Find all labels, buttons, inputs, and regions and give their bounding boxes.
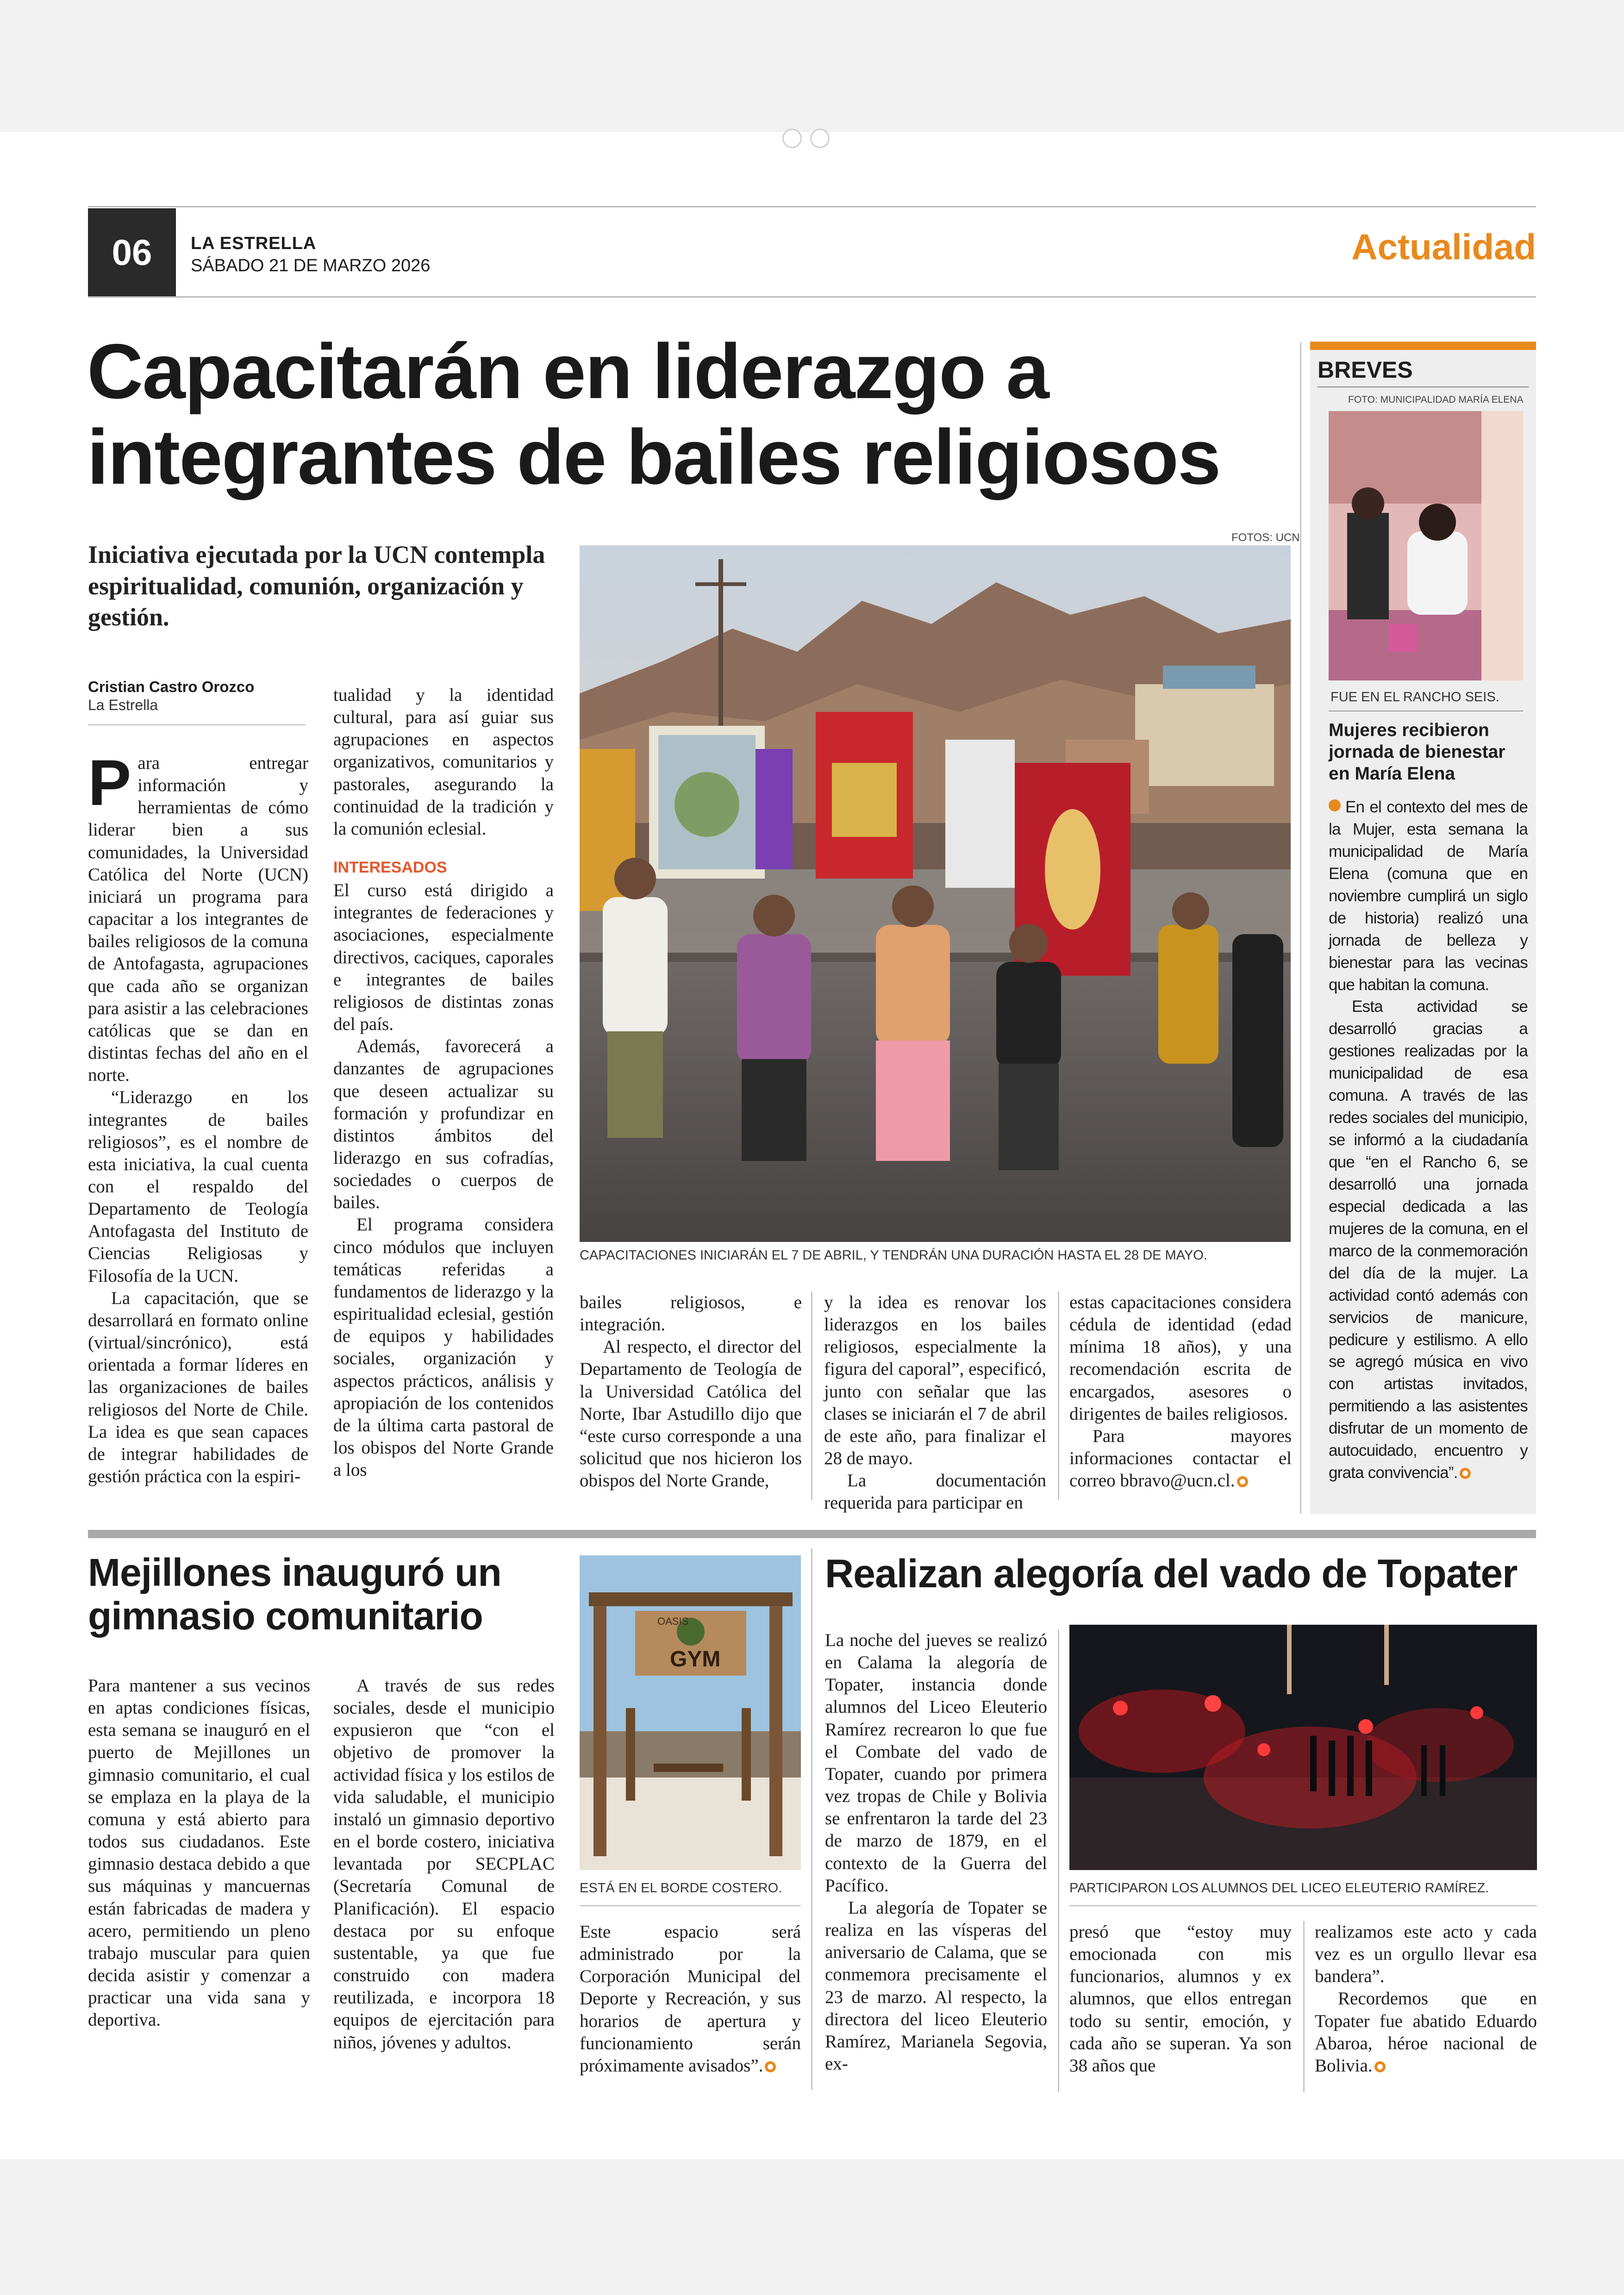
topater-photo	[1069, 1625, 1537, 1870]
procession-illustration	[580, 545, 1291, 1242]
main-article-column-5	[1069, 1291, 1292, 1492]
sidebar-photo-caption: FUE EN EL RANCHO SEIS.	[1330, 690, 1499, 705]
gym-illustration	[580, 1555, 801, 1870]
column-divider	[1300, 343, 1301, 1514]
column-divider	[811, 1291, 812, 1500]
topater-headline: Realizan alegoría del vado de Topater	[825, 1552, 1518, 1596]
main-photo-caption: CAPACITACIONES INICIARÁN EL 7 DE ABRIL, Y TENDRÁN UNA DURACIÓN HASTA EL 28 DE MAYO.	[580, 1248, 1207, 1263]
next-page-dot[interactable]	[810, 129, 830, 148]
main-col2-paragraph-3: Además, favorecerá a danzantes de agrupaciones que deseen actualizar su formación y profundizar en distintos ámbitos del liderazgo en sus cofradías, sociedades o cuerpos de bailes.	[333, 1036, 554, 1213]
sidebar-headline: Mujeres recibieron jornada de bienestar en María Elena	[1329, 720, 1505, 784]
main-col1-paragraph-3: La capacitación, que se desarrollará en formato online (virtual/sincrónico), está orientada a formar líderes en las organizaciones de bailes religiosos del Norte de Chile. La idea es que sean capaces de integrar habilidades de gestión práctica con la espiri-	[88, 1288, 308, 1486]
header-bottom-rule	[88, 296, 1536, 298]
end-mark-icon	[1237, 1476, 1248, 1487]
gym-col1-paragraph: Para mantener a sus vecinos en aptas condiciones físicas, esta semana se inauguró en el puerto de Mejillones un gimnasio comunitario, el cual se emplaza en la playa de la comuna y está abierto para todos sus ciudadanos. Este gimnasio destaca debido a que sus máquinas y mancuernas están fabricadas de madera y acero, permitiendo un pleno trabajo muscular para quien decida asistir y comenzar a practicar una vida sana y deportiva.	[88, 1676, 310, 2030]
topater-col2-paragraph: presó que “estoy muy emocionada con mis funcionarios, alumnos y ex alumnos, que ellos entregan todo su sentir, emoción, y cada año se superan. Ya son 38 años que	[1069, 1922, 1292, 2076]
main-col3-paragraph-2: Al respecto, el director del Departamento de Teología de la Universidad Católica del Norte, Ibar Astudillo dijo que “este curso corresponde a una solicitud que nos hicieron los obispos del Norte Grande,	[580, 1337, 802, 1491]
main-col1-paragraph-1: ara entregar información y herramientas de cómo liderar bien a sus comunidades, la Universidad Católica del Norte (UCN) iniciará un programa para capacitar a los integrantes de bailes religiosos de la comuna de Antofagasta, agrupaciones que cada año se organizan para asistir a las celebraciones católicas que se dan en distintas fechas del año en el norte.	[88, 753, 308, 1085]
salon-illustration	[1329, 411, 1523, 680]
gym-caption-rule	[580, 1905, 801, 1906]
topater-col1-paragraph-1: La noche del jueves se realizó en Calama la alegoría de Topater, instancia donde alumnos del Liceo Eleuterio Ramírez recrearon lo que fue el Combate del vado de Topater, cuando por primera vez tropas de Chile y Bolivia se enfrentaron la tarde del 23 de marzo de 1879, en el contexto de la Guerra del Pacífico.	[825, 1630, 1047, 1896]
main-headline	[87, 329, 1314, 500]
main-article-column-1	[88, 746, 308, 1488]
paper-name: LA ESTRELLA	[191, 234, 317, 253]
topater-col3-paragraph-1: realizamos este acto y cada vez es un orgullo llevar esa bandera”.	[1315, 1922, 1537, 1987]
subhead-interesados: INTERESADOS	[333, 859, 447, 877]
topater-illustration	[1069, 1625, 1537, 1870]
bullet-icon	[1329, 799, 1341, 811]
gym-headline: Mejillones inauguró un gimnasio comunitario	[88, 1551, 501, 1638]
gym-photo-caption: ESTÁ EN EL BORDE COSTERO.	[580, 1881, 782, 1896]
main-col4-paragraph-1: y la idea es renovar los liderazgos en los bailes religiosos, especialmente la figura del caporal”, especificó, junto con señalar que las clases se iniciarán el 7 de abril de este año, para finalizar el 28 de mayo.	[824, 1292, 1046, 1469]
main-photo-credit: FOTOS: UCN	[1231, 531, 1300, 544]
author-outlet: La Estrella	[88, 697, 158, 713]
topater-caption-rule	[1069, 1905, 1537, 1906]
gym-photo	[580, 1555, 801, 1870]
gym-sign-top: OASIS	[657, 1615, 689, 1627]
prev-page-dot[interactable]	[782, 129, 802, 148]
gym-sign-label: GYM	[670, 1647, 721, 1671]
section-divider	[88, 1530, 1536, 1538]
gym-col3-paragraph: Este espacio será administrado por la Corporación Municipal del Deporte y Recreación, y sus horarios de apertura y funcionamiento serán próximamente avisados”.	[580, 1922, 801, 2076]
topater-col1-paragraph-2: La alegoría de Topater se realiza en las vísperas del aniversario de Calama, que se conmemora precisamente el 23 de marzo. Al respecto, la directora del liceo Eleuterio Ramírez, Marianela Segovia, ex-	[825, 1897, 1047, 2074]
main-col2-paragraph-1: tualidad y la identidad cultural, para así guiar sus agrupaciones en aspectos organizativos, comunitarios y pastorales, asegurando la continuidad de la tradición y la comunión eclesial.	[333, 685, 554, 839]
page-navigation-dots[interactable]	[782, 129, 833, 147]
topater-column-3	[1315, 1921, 1537, 2077]
main-deck: Iniciativa ejecutada por la UCN contempla espiritualidad, comunión, organización y gestión.	[88, 541, 545, 631]
issue-date: SÁBADO 21 DE MARZO 2026	[191, 256, 431, 275]
author-name: Cristian Castro Orozco	[88, 678, 255, 695]
page-number: 06	[88, 208, 176, 296]
gym-col2-paragraph: A través de sus redes sociales, desde el municipio expusieron que “con el objetivo de promover la actividad física y los estilos de vida saludable, el municipio instaló un gimnasio deportivo en el borde costero, iniciativa levantada por SECPLAC (Secretaría Comunal de Planificación). El espacio destaca por su enfoque sustentable, ya que fue construido con madera reutilizada, e incorpora 18 equipos de ejercitación para niños, jóvenes y adultos.	[333, 1676, 555, 2052]
main-col5-paragraph-1: estas capacitaciones considera cédula de identidad (edad mínima 18 años), y una recomendación escrita de encargados, asesores o dirigentes de bailes religiosos.	[1069, 1292, 1292, 1424]
sidebar-body	[1329, 796, 1528, 1484]
headline-line-2: integrantes de bailes religiosos	[87, 413, 1220, 500]
column-divider	[1058, 1291, 1059, 1500]
end-mark-icon	[765, 2061, 776, 2072]
main-article-column-3	[580, 1291, 802, 1492]
end-mark-icon	[1460, 1468, 1471, 1479]
main-col2-paragraph-2: El curso está dirigido a integrantes de federaciones y asociaciones, especialmente directivos, caciques, caporales e integrantes de bailes religiosos de distintas zonas del país.	[333, 880, 554, 1035]
main-article-column-2	[333, 684, 554, 1481]
sidebar-paragraph-1: En el contexto del mes de la Mujer, esta semana la municipalidad de María Elena (comuna que en noviembre cumplirá un siglo de historia) realizó una jornada de belleza y bienestar para las vecinas que habitan la comuna.	[1329, 798, 1528, 994]
section-title: Actualidad	[1351, 226, 1536, 267]
end-mark-icon	[1374, 2061, 1386, 2072]
topater-column-2	[1069, 1921, 1292, 2077]
gym-column-2	[333, 1675, 555, 2054]
topater-photo-caption: PARTICIPARON LOS ALUMNOS DEL LICEO ELEUTERIO RAMÍREZ.	[1069, 1881, 1489, 1896]
sidebar-accent-bar	[1310, 342, 1536, 350]
header-top-rule	[88, 206, 1536, 207]
gym-column-3	[580, 1921, 801, 2077]
main-col5-paragraph-2: Para mayores informaciones contactar el correo bbravo@ucn.cl.	[1069, 1426, 1292, 1491]
main-article-column-4	[824, 1291, 1046, 1515]
main-col3-paragraph-1: bailes religiosos, e integración.	[580, 1292, 802, 1335]
gym-column-1	[88, 1675, 310, 2032]
topater-column-1	[825, 1629, 1047, 2075]
column-divider	[1303, 1921, 1305, 2092]
dropcap-letter: P	[88, 746, 131, 819]
column-divider	[1058, 1629, 1059, 2092]
sidebar-photo-salon	[1329, 411, 1523, 680]
main-col2-paragraph-4: El programa considera cinco módulos que incluyen temáticas referidas a fundamentos de liderazgo y la espiritualidad eclesial, gestión de equipos y habilidades sociales, organización y aspectos prácticos, análisis y apropiación de los contenidos de la última carta pastoral de los obispos del Norte Grande a los	[333, 1215, 554, 1480]
main-col1-paragraph-2: “Liderazgo en los integrantes de bailes religiosos”, es el nombre de esta iniciativa, la cual cuenta con el respaldo del Departamento de Teología Antofagasta del Instituto de Ciencias Religiosas y Filosofía de la UCN.	[88, 1087, 308, 1286]
sidebar-title: BREVES	[1318, 357, 1413, 383]
sidebar-photo-credit: FOTO: MUNICIPALIDAD MARÍA ELENA	[1348, 394, 1524, 405]
topater-col3-paragraph-2: Recordemos que en Topater fue abatido Eduardo Abaroa, héroe nacional de Bolivia.	[1315, 1989, 1537, 2076]
headline-line-1: Capacitarán en liderazgo a	[87, 328, 1049, 415]
main-photo-procession	[580, 545, 1291, 1242]
sidebar-paragraph-2: Esta actividad se desarrolló gracias a gestiones realizadas por la municipalidad de esa comuna. A través de las redes sociales del municipio, se informó a la ciudadanía que “en el Rancho 6, se desarrolló una jornada especial dedicada a las mujeres de la comuna, en el marco de la conmemoración del día de la mujer. La actividad contó además con servicios de manicure, pedicure y estilismo. A ello se agregó música en vivo con artistas invitados, permitiendo a las asistentes disfrutar de un momento de autocuidado, encuentro y grata convivencia”.	[1329, 998, 1528, 1482]
column-divider	[811, 1548, 812, 2090]
main-col4-paragraph-2: La documentación requerida para participar en	[824, 1471, 1046, 1513]
byline-rule	[88, 724, 306, 725]
